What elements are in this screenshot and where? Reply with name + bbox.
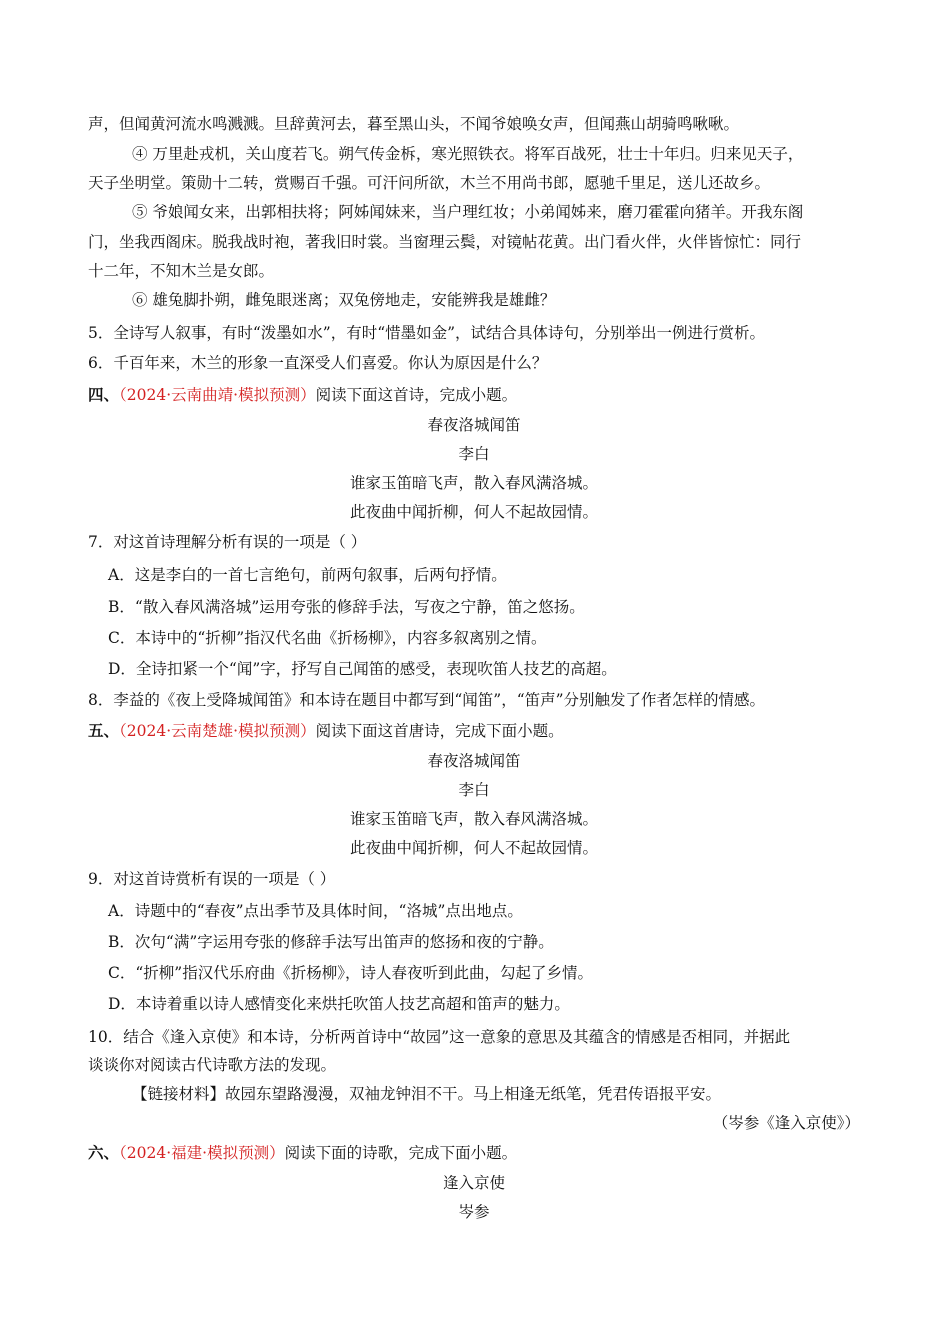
- option-c: C．本诗中的“折柳”指汉代名曲《折杨柳》，内容多叙离别之情。: [108, 629, 547, 647]
- option-d: D．全诗扣紧一个“闻”字，抒写自己闻笛的感受，表现吹笛人技艺的高超。: [108, 660, 617, 678]
- poem-author: 李白: [458, 445, 490, 463]
- poem-author: 李白: [458, 781, 490, 799]
- section-6-header: [88, 1142, 517, 1164]
- poem-line: ⑥ 雄兔脚扑朔，雌兔眼迷离；双兔傍地走，安能辨我是雄雌？: [132, 291, 556, 309]
- option-b: B．“散入春风满洛城”运用夸张的修辞手法，写夜之宁静，笛之悠扬。: [108, 598, 585, 616]
- option-c: C．“折柳”指汉代乐府曲《折杨柳》，诗人春夜听到此曲，勾起了乡情。: [108, 964, 593, 982]
- section-5-header: [88, 720, 564, 742]
- section-source: （2024·福建·模拟预测）: [119, 1144, 285, 1162]
- option-d: D．本诗着重以诗人感情变化来烘托吹笛人技艺高超和笛声的魅力。: [108, 995, 570, 1013]
- poem-title: 春夜洛城闻笛: [427, 416, 521, 434]
- question-10-cont: 谈谈你对阅读古代诗歌方法的发现。: [88, 1056, 337, 1074]
- poem-line: 门，坐我西阁床。脱我战时袍，著我旧时裳。当窗理云鬓，对镜帖花黄。出门看火伴，火伴皆惊忙：同行: [88, 233, 802, 251]
- poem-title: 春夜洛城闻笛: [427, 752, 521, 770]
- question-10: 10．结合《逢入京使》和本诗，分析两首诗中“故园”这一意象的意思及其蕴含的情感是否相同，并据此: [88, 1028, 791, 1046]
- section-number: 六、: [88, 1143, 120, 1162]
- section-source: （2024·云南楚雄·模拟预测）: [119, 722, 316, 740]
- poem-line: ④ 万里赴戎机，关山度若飞。朔气传金柝，寒光照铁衣。将军百战死，壮士十年归。归来见天子，: [132, 145, 804, 163]
- option-b: B．次句“满”字运用夸张的修辞手法写出笛声的悠扬和夜的宁静。: [108, 933, 554, 951]
- question-8: 8．李益的《夜上受降城闻笛》和本诗在题目中都写到“闻笛”，“笛声”分别触发了作者怎样的情感。: [88, 691, 766, 709]
- option-a: A．诗题中的“春夜”点出季节及具体时间，“洛城”点出地点。: [108, 902, 523, 920]
- poem-verse: 此夜曲中闻折柳，何人不起故园情。: [349, 839, 598, 857]
- poem-line: ⑤ 爷娘闻女来，出郭相扶将；阿姊闻妹来，当户理红妆；小弟闻姊来，磨刀霍霍向猪羊。开我东阁: [132, 203, 804, 221]
- section-instruction: 阅读下面这首诗，完成小题。: [315, 386, 518, 404]
- link-material: 【链接材料】故园东望路漫漫，双袖龙钟泪不干。马上相逢无纸笔，凭君传语报平安。: [132, 1085, 722, 1103]
- poem-title: 逢入京使: [442, 1174, 505, 1192]
- link-source: （岑参《逢入京使》）: [712, 1114, 860, 1132]
- section-instruction: 阅读下面的诗歌，完成下面小题。: [284, 1144, 518, 1162]
- question-7: 7．对这首诗理解分析有误的一项是（ ）: [88, 533, 367, 551]
- section-source: （2024·云南曲靖·模拟预测）: [119, 386, 316, 404]
- poem-verse: 谁家玉笛暗飞声，散入春风满洛城。: [349, 474, 598, 492]
- question-5: 5．全诗写人叙事，有时“泼墨如水”，有时“惜墨如金”，试结合具体诗句，分别举出一例进行赏析。: [88, 324, 766, 342]
- question-9: 9．对这首诗赏析有误的一项是（ ）: [88, 870, 336, 888]
- section-number: 五、: [88, 721, 120, 740]
- poem-author: 岑参: [458, 1203, 490, 1221]
- question-6: 6．千百年来，木兰的形象一直深受人们喜爱。你认为原因是什么？: [88, 354, 548, 372]
- poem-line: 声，但闻黄河流水鸣溅溅。旦辞黄河去，暮至黑山头，不闻爷娘唤女声，但闻燕山胡骑鸣啾啾。: [88, 115, 740, 133]
- poem-verse: 谁家玉笛暗飞声，散入春风满洛城。: [349, 810, 598, 828]
- section-instruction: 阅读下面这首唐诗，完成下面小题。: [315, 722, 564, 740]
- option-a: A．这是李白的一首七言绝句，前两句叙事，后两句抒情。: [108, 566, 507, 584]
- poem-verse: 此夜曲中闻折柳，何人不起故园情。: [349, 503, 598, 521]
- poem-line: 十二年，不知木兰是女郎。: [88, 262, 275, 280]
- section-number: 四、: [88, 385, 120, 404]
- poem-line: 天子坐明堂。策勋十二转，赏赐百千强。可汗问所欲，木兰不用尚书郎，愿驰千里足，送儿还故乡。: [88, 174, 771, 192]
- section-4-header: [88, 384, 517, 406]
